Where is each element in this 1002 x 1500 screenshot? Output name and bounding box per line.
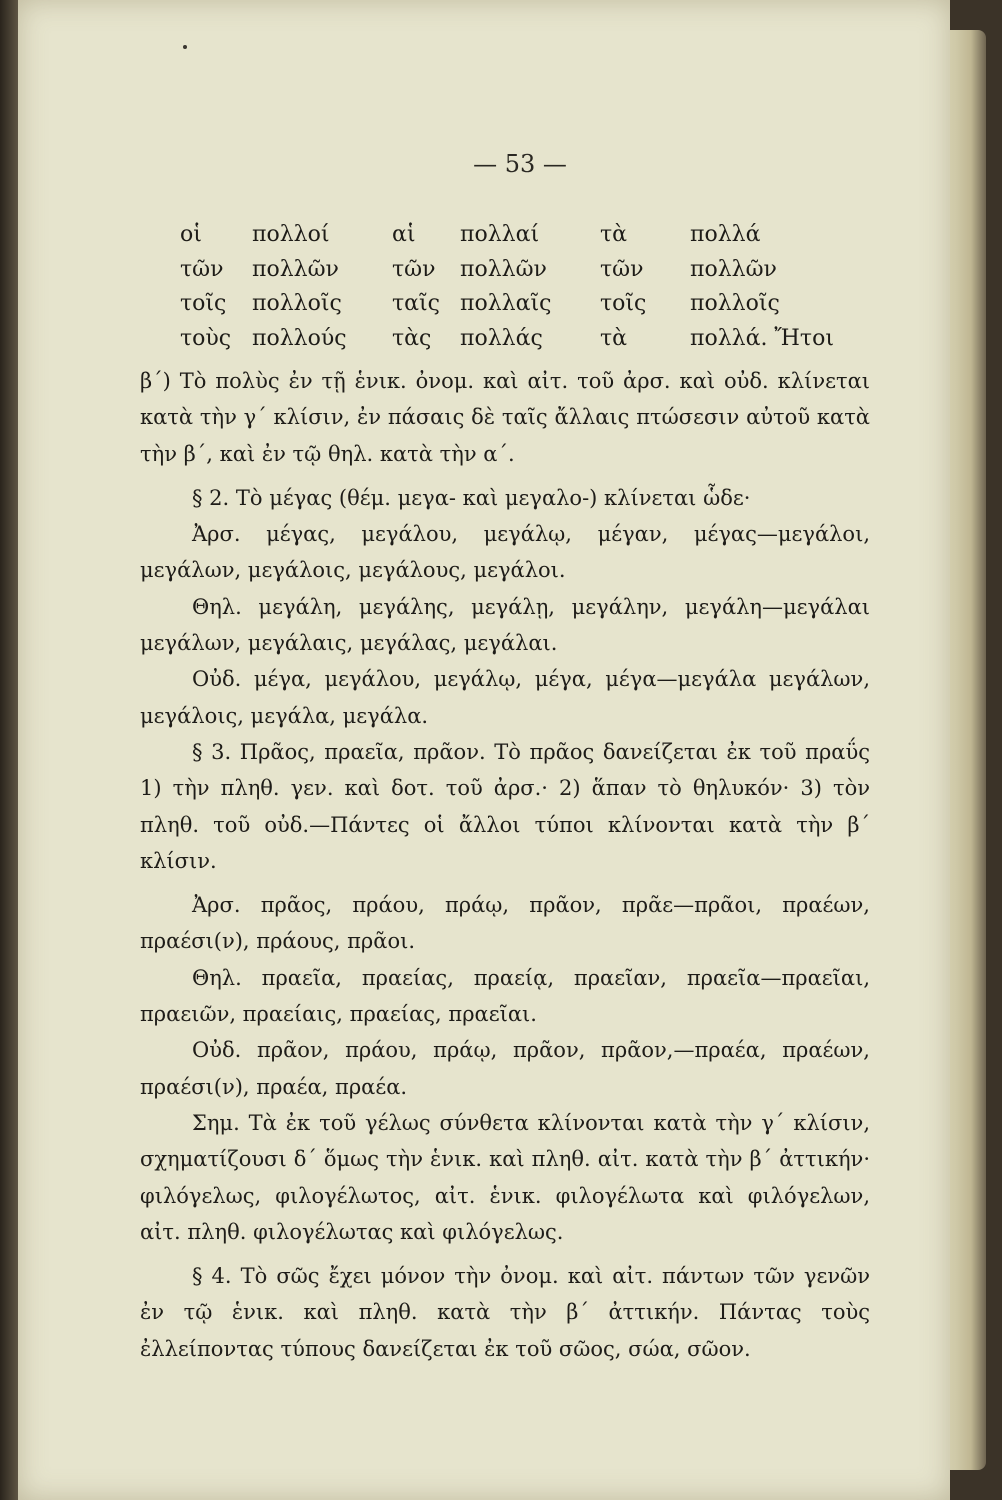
- book-page: [18, 0, 950, 1500]
- article-masculine: οἱ: [180, 222, 202, 247]
- paragraph-praos-neuter: Οὐδ. πρᾶον, πράου, πράῳ, πρᾶον, πρᾶον,—πραέα, πραέων, πραέσι(ν), πραέα, πραέα.: [140, 1038, 870, 1099]
- form-masculine: πολλῶν: [252, 256, 339, 282]
- form-feminine: πολλαῖς: [460, 291, 552, 316]
- paragraph-note: Σημ. Τὰ ἐκ τοῦ γέλως σύνθετα κλίνονται κατὰ τὴν γ΄ κλίσιν, σχηματίζουσι δ΄ ὅμως τὴν ἑνικ. καὶ πληθ. αἰτ. κατὰ τὴν β΄ ἀττικήν· φιλόγελως, φιλογέλωτος, αἰτ. ἑνικ. φιλογέλωτα καὶ φιλόγελων, αἰτ. πληθ. φιλογέλωτας καὶ φιλόγελως.: [140, 1110, 870, 1244]
- article-neuter: τοῖς: [600, 291, 647, 316]
- article-neuter: τῶν: [600, 256, 644, 282]
- paragraph-megas-neuter: Οὐδ. μέγα, μεγάλου, μεγάλῳ, μέγα, μέγα—μεγάλα μεγάλων, μεγάλοις, μεγάλα, μεγάλα.: [140, 667, 870, 728]
- form-neuter: πολλῶν: [690, 256, 777, 282]
- article-neuter: τὰ: [600, 325, 628, 351]
- article-feminine: τῶν: [392, 256, 436, 282]
- form-neuter: πολλά. Ἤτοι: [690, 325, 834, 351]
- paragraph-polys: β΄) Τὸ πολὺς ἐν τῇ ἑνικ. ὀνομ. καὶ αἰτ. τοῦ ἀρσ. καὶ οὐδ. κλίνεται κατὰ τὴν γ΄ κλίσιν, ἐν πάσαις δὲ ταῖς ἄλλαις πτώσεσιν αὐτοῦ κατὰ τὴν β΄, καὶ ἐν τῷ θηλ. κατὰ τὴν α΄.: [140, 369, 870, 466]
- form-masculine: πολλοί: [252, 222, 330, 247]
- page-number: — 53 —: [473, 150, 567, 178]
- paragraph-praos-masculine: Ἀρσ. πρᾶος, πράου, πράῳ, πρᾶον, πρᾶε—πρᾶοι, πραέων, πραέσι(ν), πράους, πρᾶοι.: [140, 893, 870, 954]
- article-masculine: τῶν: [180, 256, 224, 282]
- paper-speck: [183, 45, 187, 49]
- article-feminine: ταῖς: [392, 291, 440, 316]
- form-masculine: πολλοῖς: [252, 291, 342, 316]
- article-masculine: τοὺς: [180, 325, 232, 351]
- book-binding-edge: [0, 0, 18, 1500]
- form-feminine: πολλάς: [460, 325, 543, 351]
- paragraph-megas-feminine: Θηλ. μεγάλη, μεγάλης, μεγάλῃ, μεγάλην, μεγάλη—μεγάλαι μεγάλων, μεγάλαις, μεγάλας, μεγάλαι.: [140, 594, 870, 656]
- article-feminine: τὰς: [392, 325, 432, 351]
- form-feminine: πολλῶν: [460, 256, 547, 282]
- body-text: [140, 363, 870, 1367]
- form-neuter: πολλοῖς: [690, 291, 780, 316]
- paragraph-section-2: § 2. Τὸ μέγας (θέμ. μεγα- καὶ μεγαλο-) κλίνεται ὧδε·: [192, 485, 751, 510]
- paragraph-section-3: § 3. Πρᾶος, πραεῖα, πρᾶον. Τὸ πρᾶος δανείζεται ἐκ τοῦ πραΰς 1) τὴν πληθ. γεν. καὶ δοτ. τοῦ ἀρσ.· 2) ἅπαν τὸ θηλυκόν· 3) τὸν πληθ. τοῦ οὐδ.—Πάντες οἱ ἄλλοι τύποι κλίνονται κατὰ τὴν β΄ κλίσιν.: [140, 739, 870, 873]
- article-feminine: αἱ: [392, 222, 416, 247]
- paragraph-praos-feminine: Θηλ. πραεῖα, πραείας, πραείᾳ, πραεῖαν, πραεῖα—πραεῖαι, πραειῶν, πραείαις, πραείας, πραεῖαι.: [140, 965, 870, 1027]
- article-neuter: τὰ: [600, 222, 628, 247]
- form-feminine: πολλαί: [460, 222, 540, 247]
- form-masculine: πολλούς: [252, 325, 347, 351]
- article-masculine: τοῖς: [180, 291, 227, 316]
- form-neuter: πολλά: [690, 222, 761, 247]
- paragraph-section-4: § 4. Τὸ σῶς ἔχει μόνον τὴν ὀνομ. καὶ αἰτ. πάντων τῶν γενῶν ἐν τῷ ἑνικ. καὶ πληθ. κατὰ τὴν β΄ ἀττικήν. Πάντας τοὺς ἐλλείποντας τύπους δανείζεται ἐκ τοῦ σῶος, σώα, σῶον.: [140, 1264, 870, 1361]
- paragraph-megas-masculine: Ἀρσ. μέγας, μεγάλου, μεγάλῳ, μέγαν, μέγας—μεγάλοι, μεγάλων, μεγάλοις, μεγάλους, μεγάλοι.: [140, 522, 870, 583]
